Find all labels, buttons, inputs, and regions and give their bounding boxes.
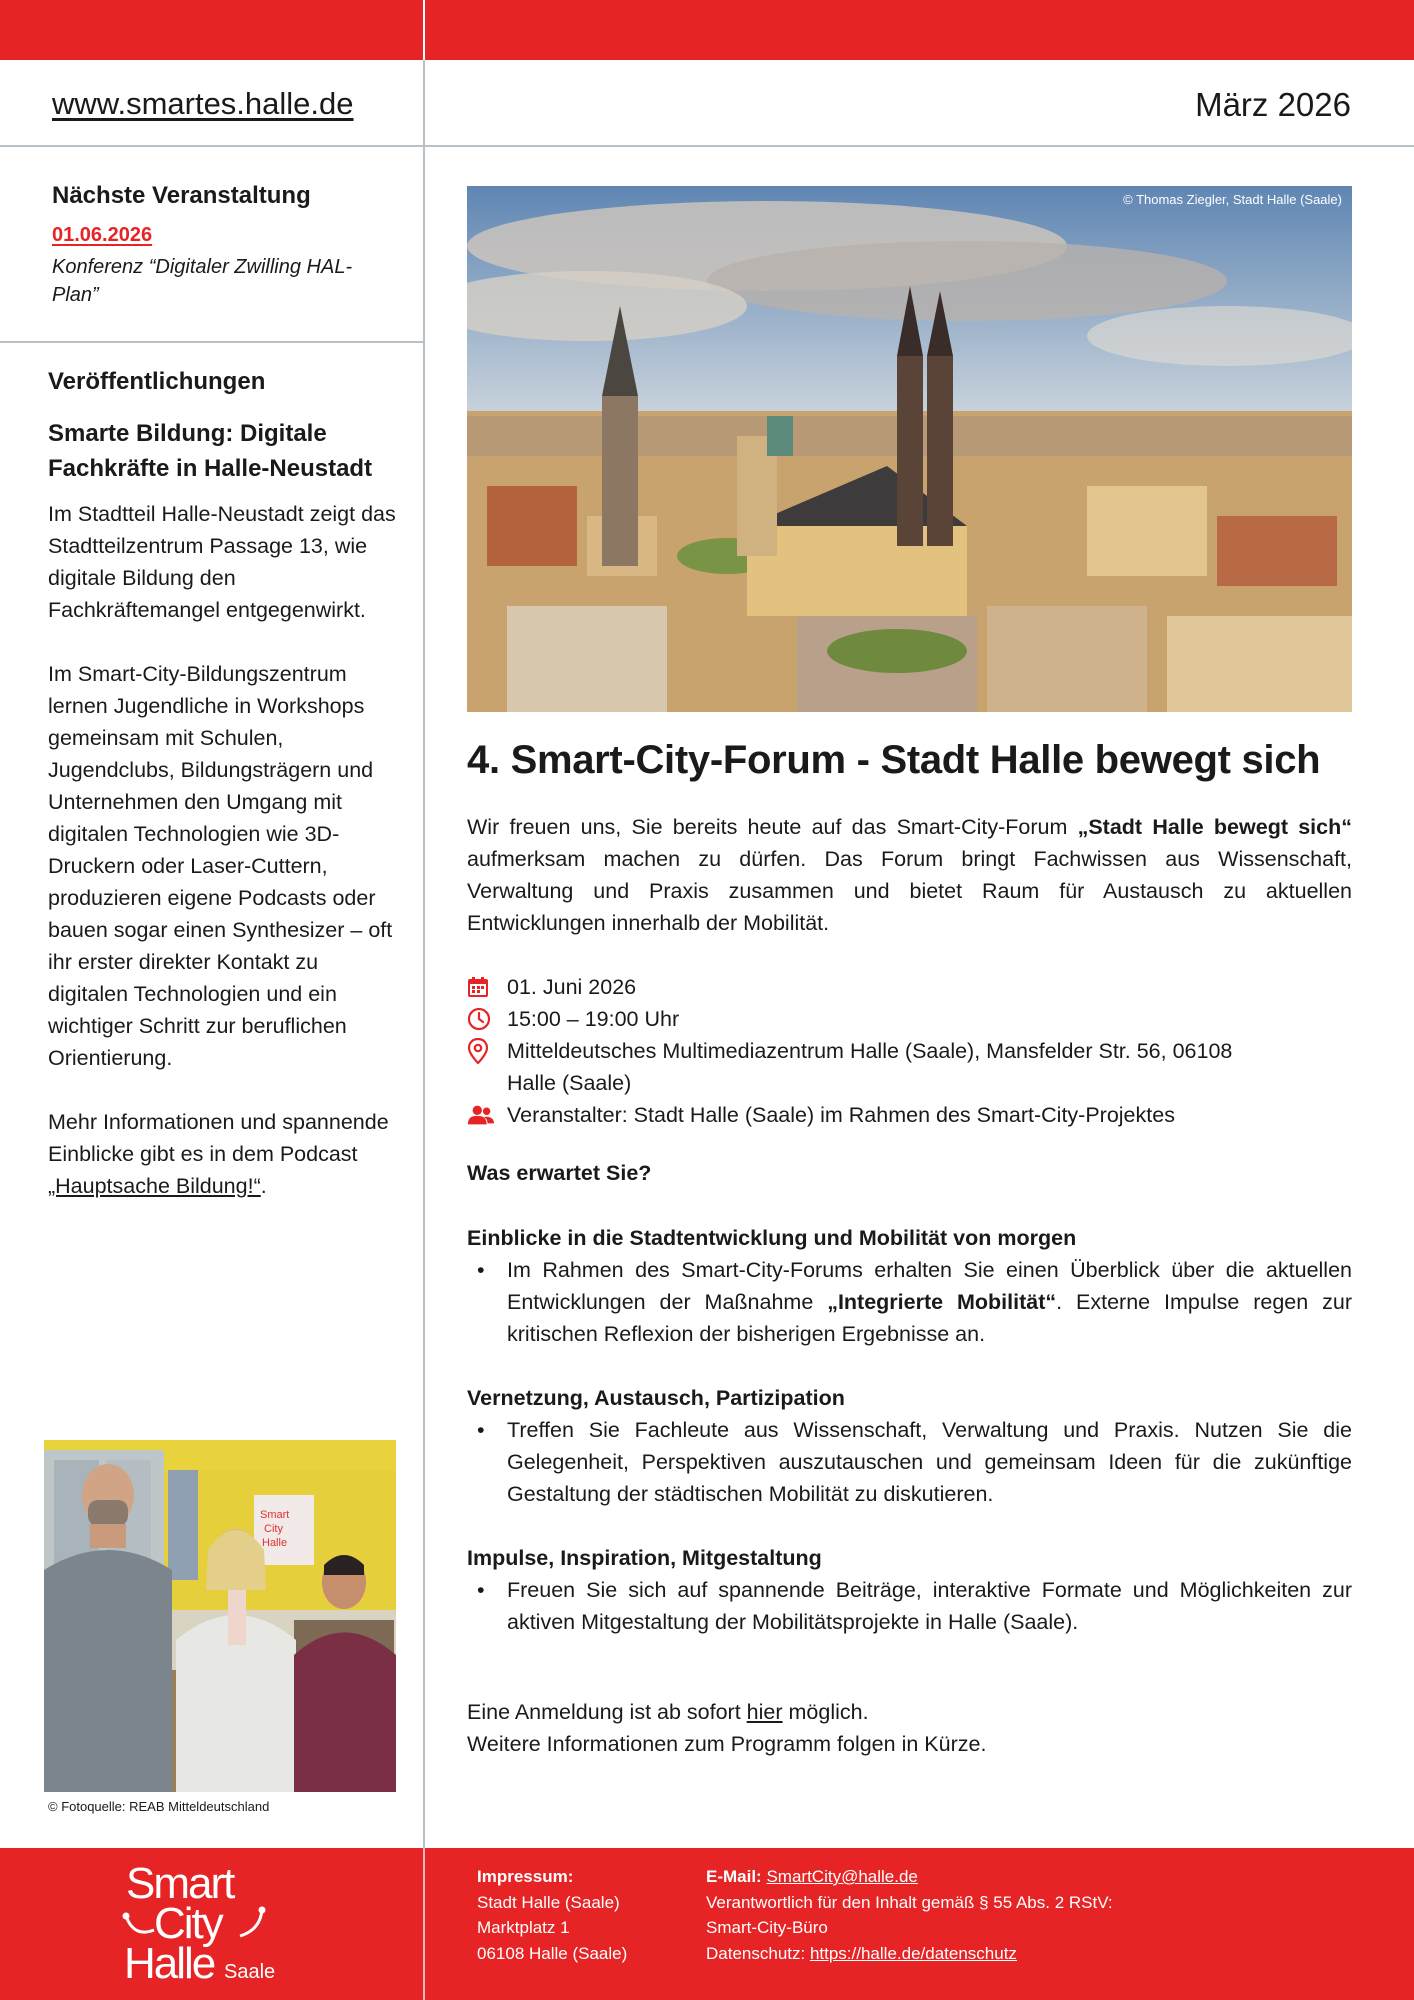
section-impulses <box>467 1542 1352 1638</box>
program-info-line: Weitere Informationen zum Programm folgen in Kürze. <box>467 1732 987 1756</box>
next-event-date-link[interactable]: 01.06.2026 <box>52 224 153 246</box>
footer-divider <box>423 1848 425 2000</box>
main-article <box>467 738 1352 1760</box>
fact-date <box>467 971 1352 1003</box>
intro-text: Wir freuen uns, Sie bereits heute auf das Smart-City-Forum <box>467 815 1078 839</box>
closing-notes <box>467 1696 1352 1760</box>
intro-text-end: aufmerksam machen zu dürfen. Das Forum bringt Fachwissen aus Wissenschaft, Verwaltung und Praxis zusammen und bietet Raum für Austausch zu aktuellen Entwicklungen innerhalb der Mobilität. <box>467 847 1352 935</box>
fact-location-text: Mitteldeutsches Multimediazentrum Halle (Saale), Mansfelder Str. 56, 06108 Halle (Saale) <box>507 1039 1233 1095</box>
logo-line-city: City <box>154 1899 222 1948</box>
fact-date-text: 01. Juni 2026 <box>507 975 637 999</box>
city-skyline-illustration <box>467 186 1352 712</box>
next-event-title: Konferenz “Digitaler Zwilling HAL-Plan” <box>52 256 353 306</box>
logo-suffix: Saale <box>224 1961 276 1983</box>
impressum-line-2: Marktplatz 1 <box>477 1918 570 1937</box>
fact-location <box>467 1035 1352 1099</box>
fact-organizer-text: Veranstalter: Stadt Halle (Saale) im Rahmen des Smart-City-Projektes <box>507 1103 1175 1127</box>
team-photo-illustration <box>44 1440 396 1792</box>
logo-line-halle: Halle <box>124 1939 215 1988</box>
registration-line <box>467 1696 1352 1728</box>
privacy-link[interactable]: https://halle.de/datenschutz <box>809 1943 1017 1963</box>
office-text: Smart-City-Büro <box>706 1918 828 1937</box>
publication-article-title: Smarte Bildung: Digitale Fachkräfte in Halle-Neustadt <box>48 420 373 482</box>
publication-paragraph-3 <box>48 1106 398 1202</box>
impressum-line-1: Stadt Halle (Saale) <box>477 1892 620 1912</box>
insights-text: Im Rahmen des Smart-City-Forums erhalten Sie einen Überblick über die aktuellen Entwicklungen der Maßnahme <box>507 1258 1352 1314</box>
insights-text-end: . Externe Impulse regen zur kritischen Reflexion der bisherigen Ergebnisse an. <box>507 1290 1353 1346</box>
sidebar-divider <box>0 341 423 343</box>
contact-block <box>706 1864 1113 1966</box>
article-intro <box>467 811 1352 939</box>
website-link[interactable]: www.smartes.halle.de <box>52 86 354 121</box>
column-divider <box>423 60 425 1848</box>
registration-text-end: möglich. <box>782 1700 869 1724</box>
team-photo-credit: © Fotoquelle: REAB Mitteldeutschland <box>48 1799 270 1814</box>
people-icon <box>467 1099 495 1131</box>
top-banner <box>0 0 1414 60</box>
location-pin-icon <box>467 1035 495 1067</box>
next-event-heading: Nächste Veranstaltung <box>52 182 311 209</box>
fact-time <box>467 1003 1352 1035</box>
impressum-label: Impressum: <box>477 1867 574 1886</box>
podcast-text-end: . <box>260 1174 267 1198</box>
registration-text: Eine Anmeldung ist ab sofort <box>467 1700 747 1724</box>
clock-icon <box>467 1003 495 1035</box>
privacy-label: Datenschutz: <box>706 1943 810 1963</box>
top-banner-divider <box>423 0 425 60</box>
svg-text:Smart: Smart <box>260 1509 290 1521</box>
expectations-heading: Was erwartet Sie? <box>467 1161 652 1185</box>
section-networking-title: Vernetzung, Austausch, Partizipation <box>467 1386 845 1410</box>
impressum-block <box>477 1864 627 1966</box>
footer <box>0 1848 1414 2000</box>
section-impulses-title: Impulse, Inspiration, Mitgestaltung <box>467 1546 822 1570</box>
section-insights-title: Einblicke in die Stadtentwicklung und Mobilität von morgen <box>467 1226 1077 1250</box>
publication-paragraph-1: Im Stadtteil Halle-Neustadt zeigt das Stadtteilzentrum Passage 13, wie digitale Bildung den Fachkräftemangel entgegenwirkt. <box>48 502 396 622</box>
hero-image <box>467 186 1352 712</box>
hero-image-credit: © Thomas Ziegler, Stadt Halle (Saale) <box>1123 192 1342 207</box>
calendar-icon <box>467 971 495 1003</box>
forum-name: „Stadt Halle bewegt sich“ <box>1077 815 1352 839</box>
impressum-line-3: 06108 Halle (Saale) <box>477 1943 628 1963</box>
smart-city-halle-logo <box>120 1858 290 1988</box>
fact-organizer <box>467 1099 1352 1131</box>
article-title: 4. Smart-City-Forum - Stadt Halle bewegt sich <box>467 738 1321 782</box>
svg-text:Halle: Halle <box>262 1537 288 1549</box>
section-impulses-bullet: • Freuen Sie sich auf spannende Beiträge, interaktive Formate und Möglichkeiten zur aktiven Mitgestaltung der Mobilitätsprojekte in Halle (Saale). <box>467 1574 1352 1638</box>
section-insights-bullet <box>467 1254 1352 1350</box>
header-divider <box>0 145 1414 147</box>
email-link[interactable]: SmartCity@halle.de <box>766 1867 918 1886</box>
next-event-box <box>52 182 392 309</box>
publication-paragraph-2: Im Smart-City-Bildungszentrum lernen Jugendliche in Workshops gemeinsam mit Schulen, Jugendclubs, Bildungsträgern und Unternehmen den Umgang mit digitalen Technologien wie 3D-Druckern oder Laser-Cuttern, produzieren eigene Podcasts oder bauen sogar einen Synthesizer – oft ihr erster direkter Kontakt zu digitalen Technologien und ein wichtiger Schritt zur beruflichen Orientierung. <box>48 662 393 1070</box>
section-insights <box>467 1222 1352 1350</box>
section-networking <box>467 1382 1352 1510</box>
measure-name: „Integrierte Mobilität“ <box>827 1290 1057 1314</box>
svg-text:City: City <box>264 1523 283 1535</box>
issue-date: März 2026 <box>1195 86 1351 123</box>
responsible-text: Verantwortlich für den Inhalt gemäß § 55 Abs. 2 RStV: <box>706 1892 1113 1912</box>
registration-link[interactable]: hier <box>746 1700 783 1724</box>
section-networking-bullet: • Treffen Sie Fachleute aus Wissenschaft, Verwaltung und Praxis. Nutzen Sie die Gelegenheit, Perspektiven auszutauschen und gemeinsam Ideen für die zukünftige Gestaltung der städtischen Mobilität zu diskutieren. <box>467 1414 1352 1510</box>
podcast-link[interactable]: „Hauptsache Bildung!“ <box>48 1174 261 1198</box>
publications-section <box>48 368 398 1234</box>
event-facts <box>467 971 1352 1131</box>
fact-time-text: 15:00 – 19:00 Uhr <box>507 1007 680 1031</box>
logo-line-smart: Smart <box>126 1859 234 1908</box>
email-label: E-Mail: <box>706 1867 767 1886</box>
publications-heading: Veröffentlichungen <box>48 368 266 395</box>
team-photo <box>44 1440 396 1792</box>
podcast-text: Mehr Informationen und spannende Einblicke gibt es in dem Podcast <box>48 1110 389 1166</box>
